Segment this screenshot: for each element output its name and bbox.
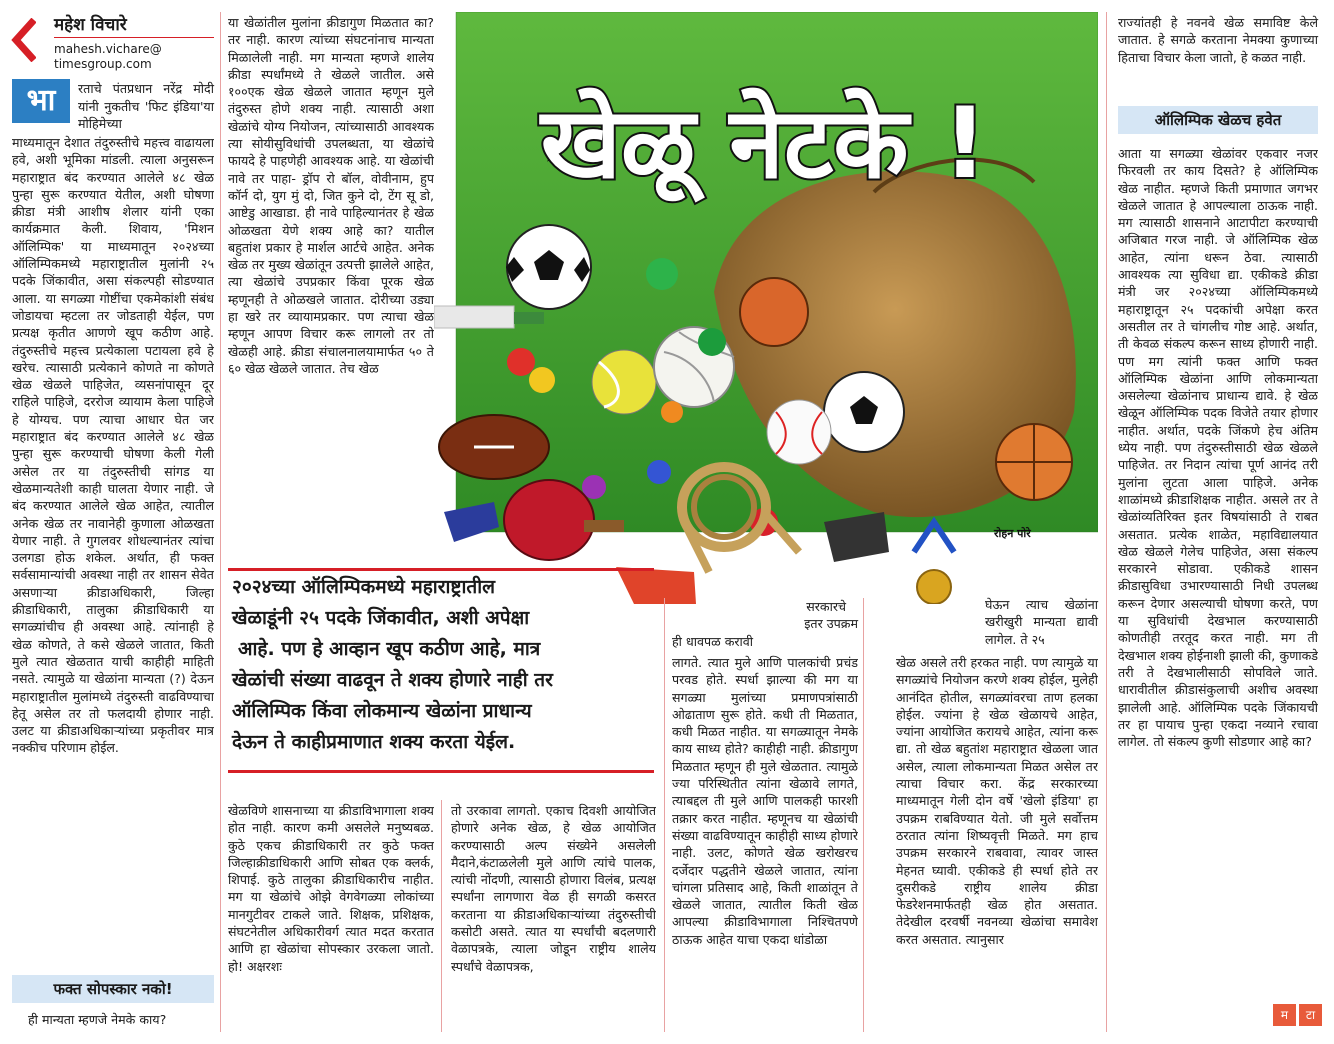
column-rule — [863, 598, 864, 1032]
byline-email[interactable] — [54, 42, 162, 72]
col4-lead-3: ही धावपळ करावी — [672, 633, 754, 649]
pullquote-line: खेळांची संख्या वाढवून ते शक्य होणारे नाही तर — [232, 669, 553, 691]
medal-icon — [914, 522, 954, 604]
bottom1-body: खेळविणे शासनाच्या या क्रीडाविभागाला शक्य होत नाही. कारण कमी असलेले मनुष्यबळ. कुठे एकच क्रीडाधिकारी तर कुठे फक्त जिल्हाक्रीडाधिकारी आणि सोबत एक क्लर्क, शिपाई. कुठे तालुका क्रीडाधिकारीच नाहीत. मग या खेळांचे ओझे वेगवेगळ्या लोकांच्या मानगुटीवर टाकले जाते. शिक्षक, प्रशिक्षक, संघटनेतील अधिकारीवर्ग त्यात मदत करतात आणि हा खेळांचा सोपस्कार उरकला जातो. हो! अक्षरशः — [228, 803, 434, 974]
brand-letter: म — [1273, 1004, 1296, 1026]
headline-illustration — [434, 12, 1098, 604]
red-ball-icon — [507, 348, 535, 376]
pullquote-line: २०२४च्या ऑलिम्पिकमध्ये महाराष्ट्रातील — [232, 576, 496, 598]
column-rule — [441, 800, 442, 1032]
col1-subhead: फक्त सोपस्कार नको! — [12, 975, 214, 1003]
pullquote — [232, 572, 672, 758]
column-rule — [664, 598, 665, 1032]
pullquote-rule-bottom — [228, 770, 654, 773]
blue-ball-icon — [647, 460, 671, 484]
byline-email-line1: mahesh.vichare@ — [54, 42, 162, 56]
col1-body: माध्यमातून देशात तंदुरुस्तीचे महत्त्व वाढायला हवे, अशी भूमिका मांडली. त्याला अनुसरून महाराष्ट्रात बंद करण्यात आलेले ४८ खेळ पुन्हा सुरू करण्यात येतील, अशी घोषणा क्रीडा मंत्री आशीष शेलार यांनी एका कार्यक्रमात केली. शिवाय, 'मिशन ऑलिम्पिक' या माध्यमातून २०२४च्या ऑलिम्पिकमध्ये महाराष्ट्रातील मुलांनी २५ पदके जिंकावीत, असा संकल्पही सोडण्यात आला. या सगळ्या गोष्टींचा एकमेकांशी संबंध जोडायचा म्हटला तर जोडताही येईल, पण प्रत्यक्ष कृतीत आणणे खूप कठीण आहे. तंदुरुस्तीचे महत्त्व प्रत्येकाला पटायला हवे हे खरेच. त्यासाठी प्रत्येकाने कोणते ना कोणते खेळ खेळले पाहिजेत, व्यसनांपासून दूर राहिले पाहिजे, दररोज व्यायाम केला पाहिजे हे योग्यच. पण त्याचा आधार घेत जर महाराष्ट्रात बंद करण्यात आलेले ४८ खेळ पुन्हा सुरू करण्याची घोषणा केली गेली असेल तर या तंदुरुस्तीची सांगड या खेळमान्यतेशी काही घालता येणार नाही. जे बंद करण्यात आलेले खेळ आहेत, त्यातील अनेक खेळ तर नावानेही कुणाला ओळखता येणार नाही. ते गुगलवर शोधल्यानंतर त्यांचा उलगडा होऊ शकेल. अर्थात, ही फक्त सर्वसामान्यांची अवस्था नाही तर शासन सेवेत असणाऱ्या क्रीडाअधिकारी, जिल्हा क्रीडाधिकारी, तालुका क्रीडाधिकारी या सगळ्यांचीच ही अवस्था आहे. त्यांनाही हे खेळ कोणते, ते कसे खेळले जातात, किती मुले त्यात खेळतात याची काहीही माहिती नसते. त्यामुळे या खेळांना मान्यता (?) देऊन महाराष्ट्रातील मुलांमध्ये तंदुरुस्ती वाढविण्याचा हेतू असेल तर तो फलदायी होणार नाही. उलट या क्रीडाअधिकाऱ्यांच्या प्रकृतीवर मात्र नक्कीच परिणाम होईल. — [12, 135, 214, 756]
col4-body: लागते. त्यात मुले आणि पालकांची प्रचंड परवड होते. स्पर्धा झाल्या की मग या सगळ्या मुलांच्या प्रमाणपत्रांसाठी ओढाताण सुरू होते. कधी ती मिळतात, कधी मिळत नाहीत. या सगळ्यातून नेमके काय साध्य होते? काहीही नाही. क्रीडागुण मिळतात म्हणून ही मुले खेळतात. त्यामुळे ज्या परिस्थितीत त्यांना खेळावे लागते, त्याबद्दल ती मुले आणि पालकही फारशी तक्रार करत नाहीत. म्हणूनच या खेळांची संख्या वाढविण्यातून काहीही साध्य होणारे नाही. उलट, कोणते खेळ खरोखरच दर्जेदार पद्धतीने खेळले जातात, त्यांना चांगला प्रतिसाद आहे, किती शाळांतून ते खेळले जातात, त्यातील किती खेळ आपल्या क्रीडाविभागाला निश्चितपणे ठाऊक आहेत याचा एकदा धांडोळा — [672, 655, 858, 947]
sports-illustration — [434, 12, 1098, 604]
green-ball-icon — [698, 328, 726, 356]
col1-tail: ही मान्यता म्हणजे नेमके काय? — [28, 1012, 167, 1027]
pullquote-line: देऊन ते काहीप्रमाणात शक्य करता येईल. — [232, 731, 516, 753]
byline-arrow-icon — [10, 18, 36, 66]
basketball-icon — [740, 278, 808, 346]
col5-lead: घेऊन त्याच खेळांना खरीखुरी मान्यता द्यावी लागेल. ते २५ — [985, 597, 1098, 647]
green-ball-icon — [646, 258, 678, 290]
pullquote-line: ऑलिम्पिक किंवा लोकमान्य खेळांना प्राधान्य — [232, 700, 532, 722]
col2-body: या खेळांतील मुलांना क्रीडागुण मिळतात का? तर नाही. कारण त्यांच्या संघटनांनाच मान्यता मिळालेली नाही. मग मान्यता म्हणजे शालेय क्रीडा स्पर्धांमध्ये ते खेळले जातील. असे १००एक खेळ खेळले जातात म्हणून मुले तंदुरुस्त होणे शक्य नाही. त्यासाठी अशा खेळांचे योग्य नियोजन, त्यांच्यासाठी आवश्यक त्या सोयीसुविधांची उपलब्धता, या खेळांचे फायदे हे पाहणेही आवश्यक आहे. या खेळांची नावे तर पाहा- ड्रॉप रो बॉल, वोवीनाम, हुप कॉर्न दो, युग मुं दो, जित कुने दो, टेंग सू डो, आष्टेडु आखाडा. ही नावे पाहिल्यानंतर हे खेळ ओळखता येणे शक्य आहे का? यातील बहुतांश प्रकार हे मार्शल आर्टचे आहेत. अनेक खेळ तर मुख्य खेळांतून उत्पत्ती झालेले आहेत, त्या खेळांचे उपप्रकार किंवा पूरक खेळ म्हणूनही ते ओळखले जातात. दोरीच्या उड्या हा खरे तर व्यायामप्रकार. पण त्याचा खेळ म्हणून आपण विचार करू लागलो तर तो खेळही आहे. क्रीडा संचालनालयामार्फत ५० ते ६० खेळ खेळले जातात. तेच खेळ — [228, 15, 434, 376]
soccer-ball-icon — [824, 372, 904, 452]
whistle-icon — [444, 502, 499, 542]
col6-body: आता या सगळ्या खेळांवर एकवार नजर फिरवली तर काय दिसते? हे ऑलिम्पिक खेळ नाहीत. म्हणजे किती प्रमाणात जगभर खेळले जातात हे आपल्याला ठाऊक नाही. मग त्यासाठी शासनाने आटापीटा करण्याची अजिबात गरज नाही. जे ऑलिम्पिक खेळ आहेत, त्यांना धरून ठेवा. त्यासाठी आवश्यक त्या सुविधा द्या. एकीकडे क्रीडा मंत्री जर २०२४च्या ऑलिम्पिकमध्ये महाराष्ट्रातून २५ पदकांची अपेक्षा करत असतील तर ते चांगलीच गोष्ट आहे. अर्थात, ती केवळ संकल्प करून साध्य होणारी नाही. पण मग त्यांनी फक्त आणि फक्त ऑलिम्पिक खेळांना आणि लोकमान्यता असलेल्या खेळांनाच प्राधान्य द्यावे. हे खेळ खेळून ऑलिम्पिक पदक विजेते तयार होणार नाहीत. अर्थात, पदके जिंकणे हेच अंतिम ध्येय नाही. पण तंदुरुस्तीसाठी खेळ खेळले पाहिजेत. तर निदान त्यांचा पूर्ण आनंद तरी मुलांना लुटता आला पाहिजे. अनेक शाळांमध्ये क्रीडाशिक्षक नाहीत. असले तर ते खेळांव्यतिरिक्त इतर विषयांसाठी ते राबत असतात. प्रत्येक शाळेत, महाविद्यालयात खेळ खेळले गेलेच पाहिजेत, असा संकल्प सरकारने सोडावा. एकीकडे शासन क्रीडासुविधा उभारण्यासाठी निधी उपलब्ध करून देणार असल्याची घोषणा करते, पण या सुविधांची देखभाल करण्यासाठी कोणतीही तरतूद करत नाही. मग ती देखभाल शक्य होईनाशी झाली की, कुणाकडे तरी ते देखभालीसाठी सोपविले जाते. धारावीतील क्रीडासंकुलाची अशीच अवस्था झालेली आहे. ऑलिम्पिक पदके जिंकायची तर हा पायाच पुन्हा एकदा नव्याने रचावा लागेल. तो संकल्प कुणी सोडणार आहे का? — [1118, 146, 1318, 750]
bottom2-body: तो उरकावा लागतो. एकाच दिवशी आयोजित होणारे अनेक खेळ, हे खेळ आयोजित करण्यासाठी अल्प संख्येने असलेली मैदाने,कंटाळलेली मुले आणि त्यांचे पालक, त्यांची नोंदणी, त्यासाठी होणारा विलंब, प्रत्यक्ष स्पर्धांना लागणारा वेळ ही सगळी कसरत करताना या क्रीडाअधिकाऱ्यांच्या तंदुरुस्तीची कसोटी असते. त्यात या स्पर्धांची बदलणारी वेळापत्रके, त्याला जोडून राष्ट्रीय शालेय स्पर्धांचे वेळापत्रक, — [451, 803, 656, 974]
byline-email-line2: timesgroup.com — [54, 57, 152, 71]
column-rule — [220, 12, 221, 1032]
brand-mark — [1270, 1004, 1322, 1026]
dropcap: भा — [12, 79, 70, 123]
headline: खेळू नेटके ! — [540, 87, 988, 201]
column-rule — [1106, 12, 1107, 1032]
orange-ball-icon — [661, 401, 683, 423]
col6-top: राज्यांतही हे नवनवे खेळ समाविष्ट केले जातात. हे सगळे करताना नेमक्या कुणाच्या हिताचा विचार केला जातो, हे कळत नाही. — [1118, 15, 1318, 65]
col4-lead — [672, 598, 858, 650]
pullquote-rule-top — [228, 568, 654, 571]
col5-body: खेळ असले तरी हरकत नाही. पण त्यामुळे या सगळ्यांचे नियोजन करणे शक्य होईल, मुलेही आनंदित होतील, सगळ्यांवरचा ताण हलका होईल. ज्यांना हे खेळ खेळायचे आहेत, ज्यांना आयोजित करायचे आहेत, त्यांना करू द्या. तो खेळ बहुतांश महाराष्ट्रात खेळला जात असेल, त्याला लोकमान्यता मिळत असेल तर त्याचा विचार करा. केंद्र सरकारच्या माध्यमातून गेली दोन वर्षे 'खेलो इंडिया' हा उपक्रम राबविण्यात येतो. जी मुले सर्वोत्तम ठरतात त्यांना शिष्यवृत्ती मिळते. मग हाच उपक्रम सरकारने राबवावा, त्यावर जास्त मेहनत घ्यावी. एकीकडे ही स्पर्धा होते तर दुसरीकडे राष्ट्रीय शालेय क्रीडा फेडरेशनमार्फतही खेळ होत असतात. तेदेखील दरवर्षी नवनव्या खेळांचा समावेश करत असतात. त्यानुसार — [896, 655, 1098, 947]
byline-name: महेश विचारे — [54, 15, 127, 35]
col6-subhead: ऑलिम्पिक खेळच हवेत — [1118, 106, 1318, 134]
tennis-ball-icon — [592, 350, 656, 414]
col4-lead-2: इतर उपक्रम — [804, 616, 858, 632]
byline-rule — [54, 37, 214, 38]
pullquote-line: आहे. पण हे आव्हान खूप कठीण आहे, मात्र — [238, 638, 541, 660]
yellow-ball-icon — [529, 367, 555, 393]
col4-lead-1: सरकारचे — [806, 599, 846, 614]
pullquote-line: खेळाडूंनी २५ पदके जिंकावीत, अशी अपेक्षा — [232, 607, 530, 629]
col1-intro: रताचे पंतप्रधान नरेंद्र मोदी यांनी नुकतीच 'फिट इंडिया'या मोहिमेच्या — [78, 81, 214, 131]
illustration-credit: रोहन पोरे — [994, 527, 1031, 540]
soccer-ball-icon — [506, 225, 591, 309]
brand-letter: टा — [1299, 1004, 1322, 1026]
